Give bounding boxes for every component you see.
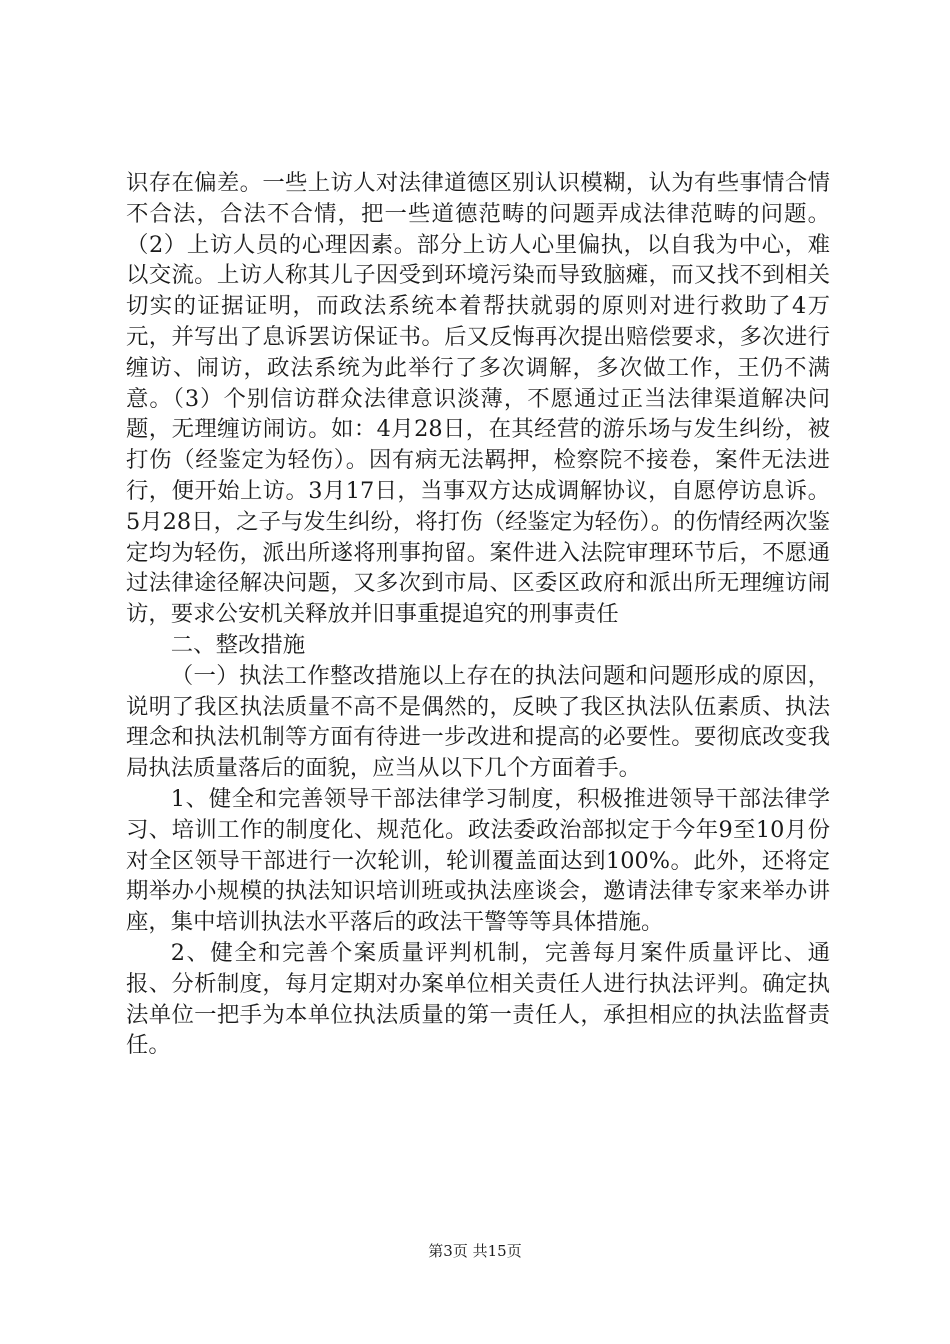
- paragraph-subsection-one: （一）执法工作整改措施以上存在的执法问题和问题形成的原因，说明了我区执法质量不高不是偶然的，反映了我区执法队伍素质、执法理念和执法机制等方面有待进一步改进和提高的必要性。要彻底改变我局执法质量落后的面貌，应当从以下几个方面着手。: [126, 662, 830, 782]
- paragraph-continued-text: 识存在偏差。一些上访人对法律道德区别认识模糊，认为有些事情合情不合法，合法不合情，把一些道德范畴的问题弄成法律范畴的问题。（2）上访人员的心理因素。部分上访人心里偏执，以自我为中心，难以交流。上访人称其儿子因受到环境污染而导致脑瘫，而又找不到相关切实的证据证明，而政法系统本着帮扶就弱的原则对进行救助了4万元，并写出了息诉罢访保证书。后又反悔再次提出赔偿要求，多次进行缠访、闹访，政法系统为此举行了多次调解，多次做工作，王仍不满意。（3）个别信访群众法律意识淡薄，不愿通过正当法律渠道解决问题，无理缠访闹访。如：4月28日，在其经营的游乐场与发生纠纷，被打伤（经鉴定为轻伤）。因有病无法羁押，检察院不接卷，案件无法进行，便开始上访。3月17日，当事双方达成调解协议，自愿停访息诉。5月28日，之子与发生纠纷，将打伤（经鉴定为轻伤）。的伤情经两次鉴定均为轻伤，派出所遂将刑事拘留。案件进入法院审理环节后，不愿通过法律途径解决问题，又多次到市局、区委区政府和派出所无理缠访闹访，要求公安机关释放并旧事重提追究的刑事责任: [126, 170, 830, 628]
- page-number-footer: 第3页 共15页: [428, 1242, 522, 1260]
- document-body: [126, 168, 830, 1061]
- paragraph-item-two: 2、健全和完善个案质量评判机制，完善每月案件质量评比、通报、分析制度，每月定期对办案单位相关责任人进行执法评判。确定执法单位一把手为本单位执法质量的第一责任人，承担相应的执法监督责任。: [126, 939, 830, 1059]
- section-heading: 二、整改措施: [170, 631, 306, 658]
- paragraph-item-one: 1、健全和完善领导干部法律学习制度，积极推进领导干部法律学习、培训工作的制度化、规范化。政法委政治部拟定于今年9至10月份对全区领导干部进行一次轮训，轮训覆盖面达到100%。此外，还将定期举办小规模的执法知识培训班或执法座谈会，邀请法律专家来举办讲座，集中培训执法水平落后的政法干警等等具体措施。: [126, 785, 830, 936]
